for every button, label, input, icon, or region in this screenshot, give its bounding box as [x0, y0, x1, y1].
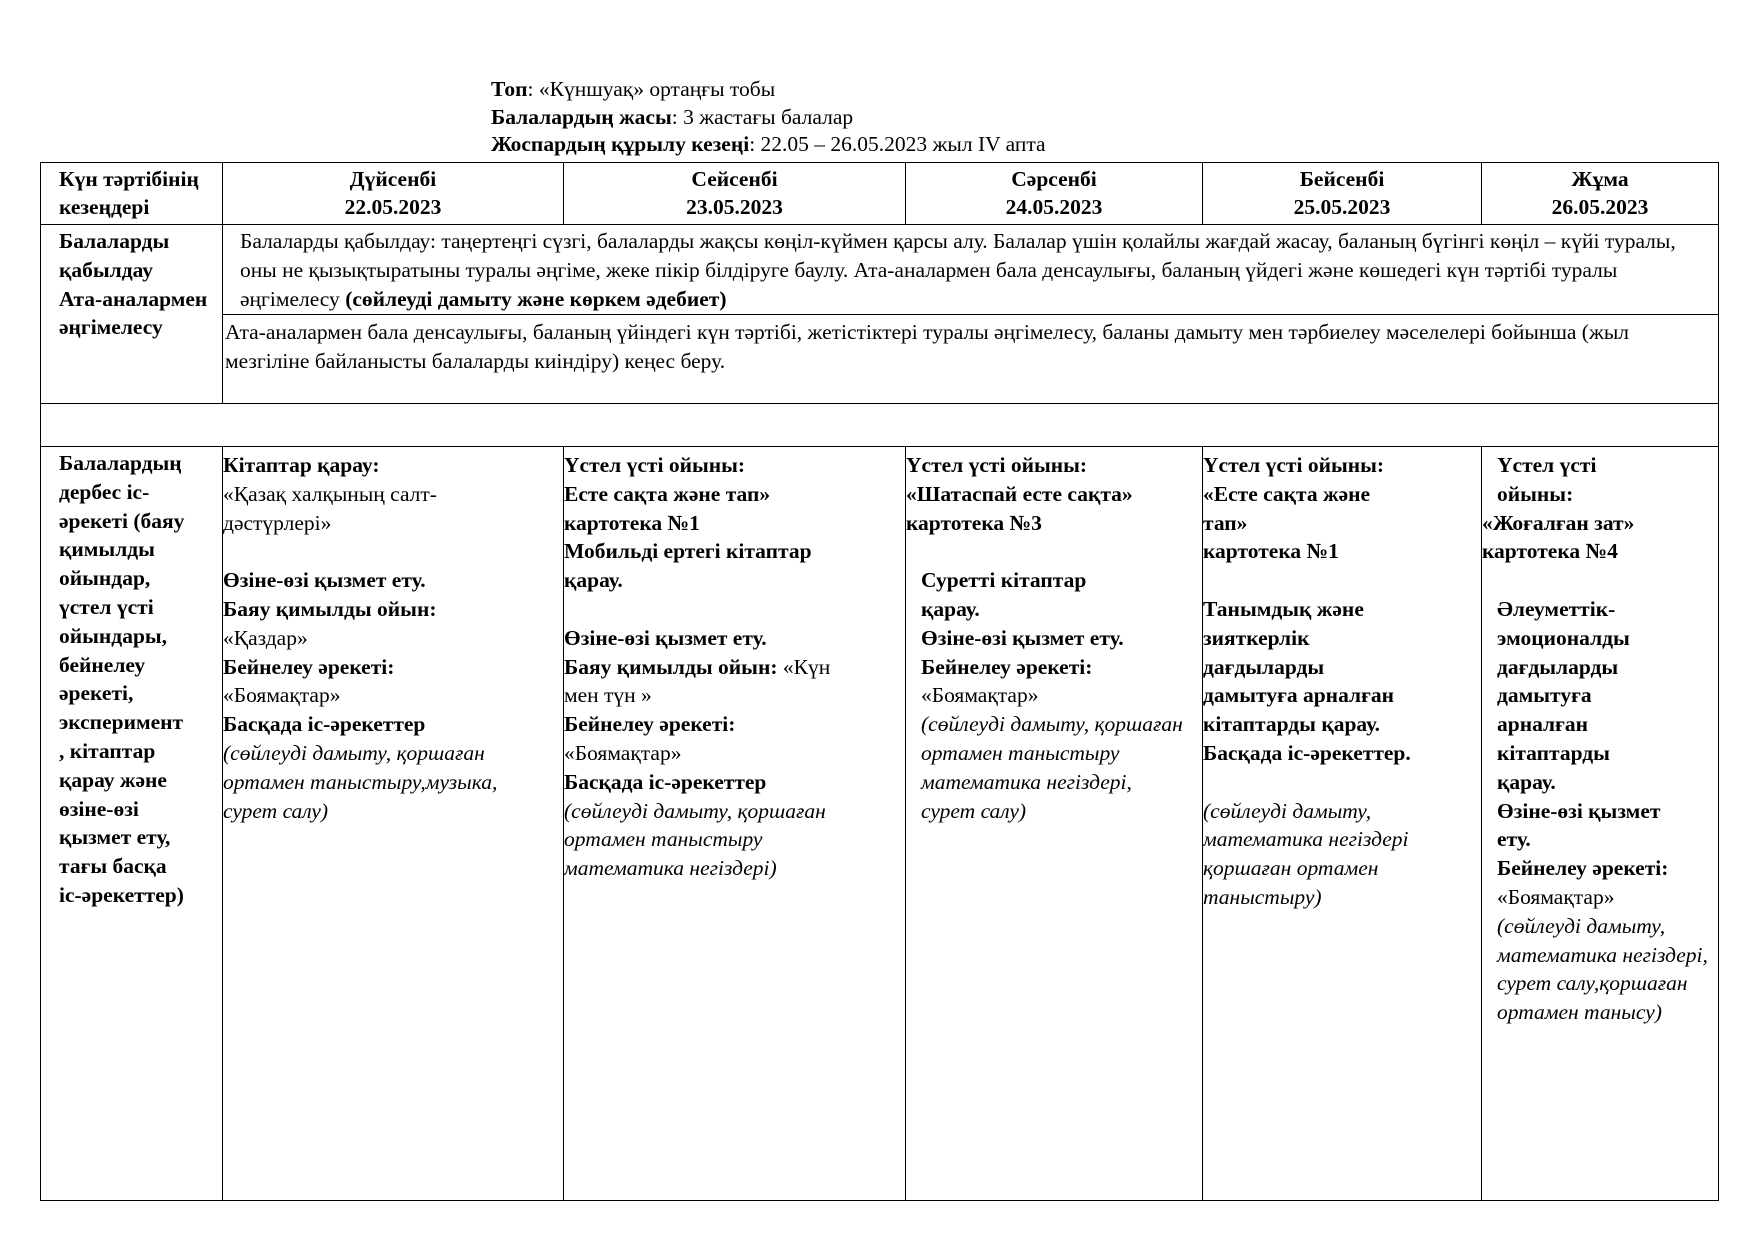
- cell-line: картотека №1: [564, 510, 700, 535]
- stage-header-cell: [41, 163, 223, 225]
- cell-line: арналған: [1497, 712, 1588, 737]
- cell-line: (сөйлеуді дамыту, қоршаған: [223, 740, 485, 765]
- cell-line: Басқада іс-әрекеттер.: [1203, 740, 1411, 765]
- day-name: Сейсенбі: [691, 167, 778, 191]
- day-date: 23.05.2023: [686, 195, 783, 219]
- cell-line: ету.: [1497, 827, 1531, 852]
- parents-text-cell: [223, 315, 1719, 404]
- cell-line: математика негіздері,: [1497, 942, 1708, 967]
- cell-line: зияткерлік: [1203, 625, 1310, 650]
- cell-line: Басқада іс-әрекеттер: [223, 712, 426, 737]
- cell-blank-line: [1482, 566, 1718, 595]
- weekly-plan-table: [40, 162, 1719, 1201]
- cell-line: Суретті кітаптар: [921, 568, 1087, 593]
- reception-text: Балаларды қабылдау: таңертеңгі сүзгі, балаларды жақсы көңіл-күймен қарсы алу. Балалар үшін қолайлы жағдай жасау, баланың бүгінгі көңіл – күйі туралы, оны не қызықтыратыны туралы әңгіме, жеке пікір білдіруге баулу. Ата-аналармен бала денсаулығы, баланың үйдегі және көшедегі күн тәртібі туралы әңгімелесу: [240, 229, 1676, 311]
- cell-line: «Жоғалған зат»: [1482, 510, 1635, 535]
- cell-line: дамытуға: [1497, 683, 1592, 708]
- cell-line: Үстел үсті ойыны:: [564, 453, 746, 477]
- period-line: [491, 131, 1046, 159]
- stage-line: қабылдау: [59, 257, 154, 282]
- cell-line: ортамен таныстыру: [564, 827, 763, 852]
- friday-activity-cell: [1482, 447, 1719, 1201]
- cell-blank-line: [564, 595, 905, 624]
- cell-line: қарау.: [564, 568, 623, 593]
- day-date: 26.05.2023: [1551, 195, 1649, 219]
- stage-line: әрекеті,: [59, 681, 134, 706]
- cell-line: Бейнелеу әрекеті:: [1497, 856, 1669, 881]
- cell-line: таныстыру): [1203, 884, 1322, 909]
- stage-line: тағы басқа: [59, 854, 167, 879]
- day-header-tuesday: [564, 163, 906, 225]
- cell-line: «Қаздар»: [223, 625, 308, 650]
- cell-line: Баяу қимылды ойын:: [223, 596, 437, 621]
- day-header-monday: [223, 163, 564, 225]
- cell-line: «Шатаспай есте сақта»: [906, 481, 1133, 506]
- cell-blank-line: [906, 537, 1202, 566]
- activity-row: [41, 447, 1719, 1201]
- cell-line: Есте сақта және тап»: [564, 481, 771, 506]
- wednesday-activity-cell: [906, 447, 1203, 1201]
- cell-line: картотека №1: [1203, 539, 1339, 564]
- cell-line: эмоционалды: [1497, 625, 1630, 650]
- cell-line: ортамен танысу): [1497, 1000, 1662, 1025]
- thursday-activity-cell: [1203, 447, 1482, 1201]
- day-date: 25.05.2023: [1293, 195, 1391, 219]
- cell-line: Кітаптар қарау:: [223, 453, 380, 477]
- day-name: Бейсенбі: [1299, 167, 1385, 191]
- cell-line: математика негіздері: [1203, 827, 1409, 852]
- cell-line: «Есте сақта және: [1203, 481, 1371, 506]
- cell-line: дағдыларды: [1497, 654, 1619, 679]
- parents-row: [41, 315, 1719, 404]
- reception-text-bold: (сөйлеуді дамыту және көркем әдебиет): [345, 286, 727, 311]
- cell-line: ойыны:: [1497, 481, 1574, 506]
- cell-line: Үстел үсті ойыны:: [906, 453, 1088, 477]
- cell-line: кітаптарды қарау.: [1203, 712, 1381, 737]
- cell-line: «Боямақтар»: [1497, 884, 1615, 909]
- cell-line: «Боямақтар»: [564, 740, 682, 765]
- period-label: Жоспардың құрылу кезеңі: [491, 132, 750, 156]
- stage-line: әңгімелесу: [59, 315, 163, 340]
- stage-line: үстел үсті: [59, 594, 154, 619]
- stage-line: бейнелеу: [59, 652, 146, 677]
- reception-row: [41, 225, 1719, 315]
- cell-line: қарау.: [921, 596, 980, 621]
- table-header-row: [41, 163, 1719, 225]
- stage-line: Ата-аналармен: [59, 286, 208, 311]
- cell-line: Мобильді ертегі кітаптар: [564, 539, 812, 564]
- cell-line: Басқада іс-әрекеттер: [564, 769, 767, 794]
- day-date: 22.05.2023: [344, 195, 442, 219]
- empty-cell: [41, 404, 1719, 447]
- stage-line: эксперимент: [59, 710, 184, 735]
- cell-line: Әлеуметтік-: [1497, 596, 1616, 621]
- day-name: Дүйсенбі: [349, 167, 437, 191]
- cell-line: сурет салу,қоршаған: [1497, 971, 1688, 996]
- cell-line: мен түн »: [564, 683, 652, 708]
- monday-activity-cell: [223, 447, 564, 1201]
- stage-line: дербес іс-: [59, 479, 150, 504]
- stage-line: ойындар,: [59, 566, 151, 591]
- reception-stage-cell: [41, 225, 223, 404]
- group-line: [491, 76, 1046, 104]
- group-value: : «Күншуақ» ортаңғы тобы: [527, 77, 776, 101]
- cell-line: Бейнелеу әрекеті:: [223, 654, 395, 679]
- cell-line: Өзіне-өзі қызмет ету.: [921, 625, 1124, 650]
- stage-header-line: Күн тәртібінің: [59, 167, 199, 191]
- cell-line: кітаптарды: [1497, 740, 1610, 765]
- cell-line: (сөйлеуді дамыту, қоршаған: [921, 712, 1183, 737]
- stage-line: қарау және: [59, 767, 167, 792]
- cell-line: дағдыларды: [1203, 654, 1325, 679]
- cell-line: математика негіздері): [564, 856, 777, 881]
- cell-line: Бейнелеу әрекеті:: [921, 654, 1093, 679]
- cell-line: Өзіне-өзі қызмет ету.: [564, 625, 767, 650]
- cell-line: «Боямақтар»: [223, 683, 341, 708]
- plan-header: [491, 76, 1046, 159]
- cell-line: Өзіне-өзі қызмет ету.: [223, 568, 426, 593]
- stage-line: өзіне-өзі: [59, 796, 139, 821]
- cell-line: картотека №3: [906, 510, 1042, 535]
- cell-line: дамытуға арналған: [1203, 683, 1394, 708]
- cell-line: сурет салу): [921, 798, 1027, 823]
- cell-line: [564, 653, 905, 682]
- cell-line: «Боямақтар»: [921, 683, 1039, 708]
- age-value: : 3 жастағы балалар: [671, 104, 854, 129]
- stage-line: Балалардың: [59, 451, 182, 475]
- cell-line: тап»: [1203, 510, 1248, 535]
- stage-line: қызмет ету,: [59, 825, 171, 850]
- stage-line: ойындары,: [59, 623, 168, 648]
- empty-row: [41, 404, 1719, 447]
- reception-text-cell: [223, 225, 1719, 315]
- cell-line: сурет салу): [223, 798, 329, 823]
- age-line: [491, 104, 1046, 132]
- stage-line: , кітаптар: [59, 738, 156, 763]
- cell-blank-line: [1203, 566, 1481, 595]
- cell-line: «Қазақ халқының салт-: [223, 481, 437, 506]
- cell-line: (сөйлеуді дамыту,: [1497, 913, 1666, 938]
- period-value: : 22.05 – 26.05.2023 жыл IV апта: [749, 132, 1046, 156]
- cell-line: Үстел үсті: [1497, 453, 1597, 477]
- day-name: Сәрсенбі: [1011, 167, 1097, 191]
- day-date: 24.05.2023: [1005, 195, 1103, 219]
- stage-line: Балаларды: [59, 229, 170, 253]
- cell-blank-line: [1203, 768, 1481, 797]
- cell-line: картотека №4: [1482, 539, 1618, 564]
- cell-line: ортамен таныстыру,музыка,: [223, 769, 498, 794]
- cell-line: қарау.: [1497, 769, 1556, 794]
- cell-line: (сөйлеуді дамыту,: [1203, 798, 1372, 823]
- stage-header-line: кезеңдері: [59, 195, 150, 219]
- day-header-thursday: [1203, 163, 1482, 225]
- cell-line: Үстел үсті ойыны:: [1203, 453, 1385, 477]
- parents-text: Ата-аналармен бала денсаулығы, баланың үйіндегі күн тәртібі, жетістіктері туралы әңгімелесу, баланы дамыту мен тәрбиелеу мәселелері бойынша (жыл мезгіліне байланысты балаларды киіндіру) кеңес беру.: [225, 320, 1629, 373]
- cell-line: қоршаған ортамен: [1203, 856, 1379, 881]
- group-label: Топ: [491, 77, 528, 101]
- cell-line: ортамен таныстыру: [921, 740, 1120, 765]
- cell-line: Бейнелеу әрекеті:: [564, 712, 736, 737]
- age-label: Балалардың жасы: [491, 104, 672, 129]
- cell-line: Танымдық және: [1203, 596, 1364, 621]
- stage-line: әрекеті (баяу: [59, 508, 185, 533]
- cell-blank-line: [223, 537, 563, 566]
- cell-line: дәстүрлері»: [223, 510, 332, 535]
- activity-stage-cell: [41, 447, 223, 1201]
- cell-line: (сөйлеуді дамыту, қоршаған: [564, 798, 826, 823]
- cell-line: математика негіздері,: [921, 769, 1132, 794]
- stage-line: қимылды: [59, 537, 155, 562]
- day-header-wednesday: [906, 163, 1203, 225]
- tuesday-activity-cell: [564, 447, 906, 1201]
- day-name: Жұма: [1571, 167, 1629, 191]
- day-header-friday: [1482, 163, 1719, 225]
- cell-line: Өзіне-өзі қызмет: [1497, 798, 1661, 823]
- stage-line: іс-әрекеттер): [59, 882, 184, 907]
- cell-line-bold: Баяу қимылды ойын:: [564, 654, 778, 679]
- cell-line-normal: «Күн: [777, 654, 831, 679]
